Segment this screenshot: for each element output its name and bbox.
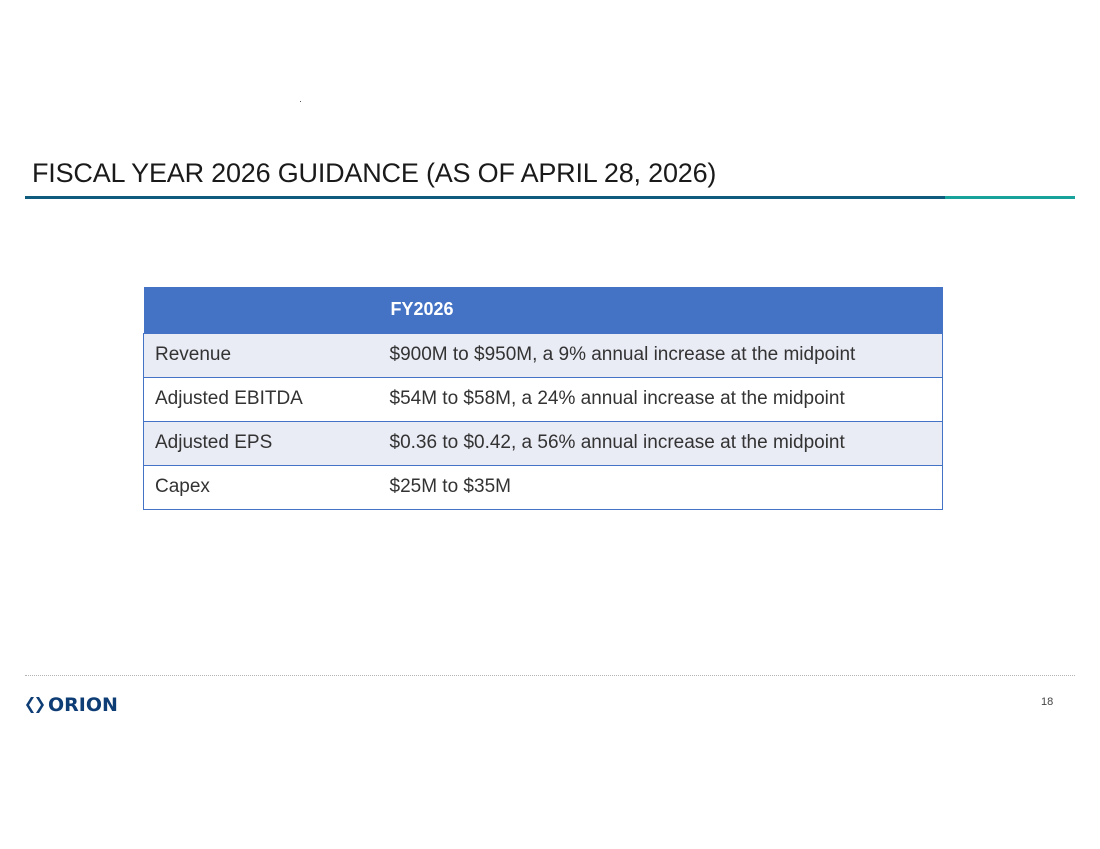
row-value: $900M to $950M, a 9% annual increase at the midpoint	[380, 333, 943, 377]
table-row	[144, 421, 943, 465]
page-number: 18	[1041, 696, 1054, 708]
logo-text: ORION	[48, 694, 118, 716]
title-underline-accent	[945, 196, 1075, 199]
row-metric: Adjusted EBITDA	[144, 377, 380, 421]
row-value: $0.36 to $0.42, a 56% annual increase at the midpoint	[380, 421, 943, 465]
row-metric: Capex	[144, 465, 380, 509]
table-row	[144, 333, 943, 377]
table-header-fy2026: FY2026	[380, 287, 943, 333]
guidance-table	[143, 287, 943, 510]
row-metric: Revenue	[144, 333, 380, 377]
table-header-row	[144, 287, 943, 333]
row-value: $25M to $35M	[380, 465, 943, 509]
row-value: $54M to $58M, a 24% annual increase at the midpoint	[380, 377, 943, 421]
title-underline	[25, 196, 945, 199]
stray-dot	[300, 101, 301, 102]
footer-divider	[25, 675, 1075, 676]
orion-logo	[25, 694, 118, 716]
slide-title: FISCAL YEAR 2026 GUIDANCE (AS OF APRIL 28, 2026)	[32, 158, 717, 188]
table-row	[144, 465, 943, 509]
table-row	[144, 377, 943, 421]
row-metric: Adjusted EPS	[144, 421, 380, 465]
table-header-metric	[144, 287, 380, 333]
orion-diamond-icon	[25, 696, 45, 714]
